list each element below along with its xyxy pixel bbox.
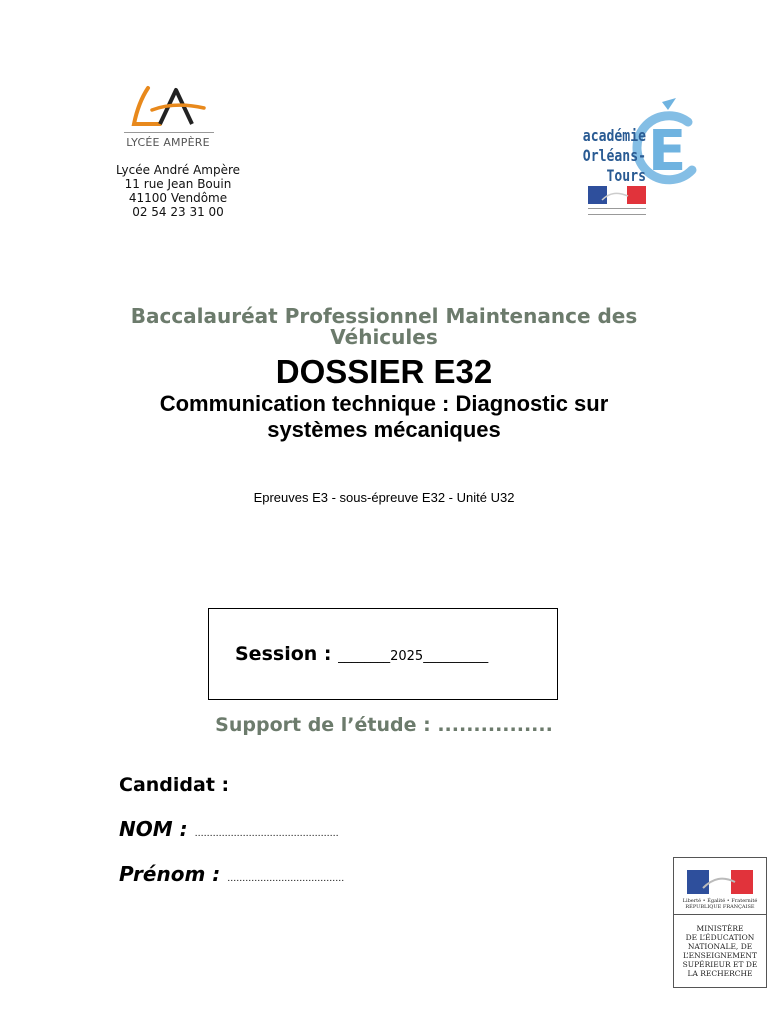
communication-subtitle: Communication technique : Diagnostic sur systèmes mécaniques [159, 391, 609, 442]
address-line: 11 rue Jean Bouin [124, 177, 232, 191]
lycee-logo-text: LYCÉE AMPÈRE [126, 136, 210, 149]
session-blank-before: ________ [338, 649, 391, 664]
la-monogram-icon [130, 84, 210, 128]
address-line: 02 54 23 31 00 [132, 205, 224, 219]
academie-line: académie [582, 126, 646, 145]
academie-line: Orléans-Tours [582, 146, 646, 185]
address-line: Lycée André Ampère [115, 163, 241, 177]
session-blank-after: __________ [423, 649, 489, 664]
lycee-ampere-logo [118, 84, 218, 162]
french-republic-flag-icon [588, 186, 646, 220]
bac-pro-title: Baccalauréat Professionnel Maintenance des Véhicules [130, 304, 638, 349]
prenom-dots: ………………………………… [227, 874, 345, 884]
academie-text [556, 126, 646, 186]
epreuves-line: Epreuves E3 - sous-épreuve E32 - Unité U32 [253, 490, 515, 505]
ministere-line: LA RECHERCHE [687, 969, 753, 978]
prenom-label: Prénom : [119, 862, 228, 886]
french-republic-flag-icon [687, 870, 753, 894]
ministere-line: DE L’ÉDUCATION [685, 933, 755, 942]
flag-motto: Liberté • Égalité • Fraternité [682, 898, 758, 904]
support-etude: Support de l’étude : ................ [215, 714, 553, 736]
ministere-name [674, 924, 766, 978]
prenom-field [119, 862, 344, 886]
ministere-line: SUPÉRIEUR ET DE [682, 960, 758, 969]
academie-orleans-tours-logo [536, 98, 706, 222]
session-box [208, 608, 558, 700]
session-line [235, 643, 488, 665]
ministere-logo-top [674, 858, 766, 915]
dossier-title: DOSSIER E32 [275, 353, 493, 390]
session-label: Session : [235, 643, 339, 665]
session-year: 2025 [390, 649, 424, 664]
address-line: 41100 Vendôme [128, 191, 228, 205]
nom-label: NOM : [119, 817, 195, 841]
school-address [100, 163, 256, 219]
ministere-line: NATIONALE, DE [687, 942, 753, 951]
ministere-line: MINISTÈRE [696, 924, 744, 933]
candidat-label: Candidat : [119, 774, 230, 796]
ministere-flag-caption [674, 898, 766, 910]
logo-divider [124, 132, 214, 133]
ministere-logo [673, 857, 767, 988]
ministere-line: L’ENSEIGNEMENT [683, 951, 757, 960]
nom-field [119, 817, 339, 841]
svg-text:E: E [648, 119, 687, 184]
nom-dots: ………………………………………… [194, 829, 339, 839]
republique-francaise: RÉPUBLIQUE FRANÇAISE [685, 904, 755, 910]
